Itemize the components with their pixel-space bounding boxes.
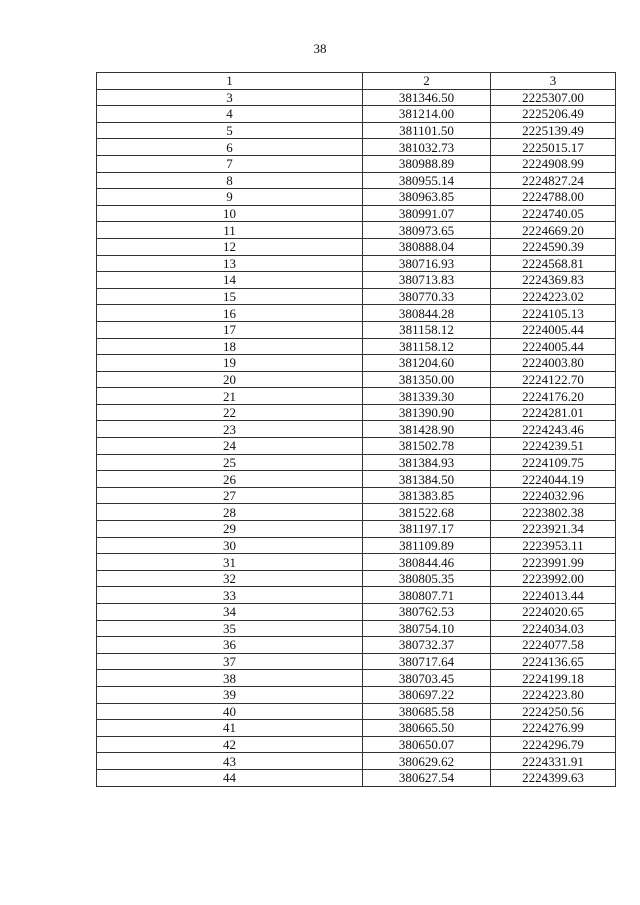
- y-coordinate-cell: 2223953.11: [491, 537, 616, 554]
- x-coordinate-cell: 381032.73: [363, 139, 491, 156]
- x-coordinate-cell: 380762.53: [363, 604, 491, 621]
- x-coordinate-cell: 381522.68: [363, 504, 491, 521]
- x-coordinate-cell: 381204.60: [363, 355, 491, 372]
- table-row: [97, 288, 616, 305]
- x-coordinate-cell: 380770.33: [363, 288, 491, 305]
- table-row: [97, 587, 616, 604]
- point-number-cell: 8: [97, 172, 363, 189]
- point-number-cell: 43: [97, 753, 363, 770]
- table-row: [97, 388, 616, 405]
- x-coordinate-cell: 381339.30: [363, 388, 491, 405]
- point-number-cell: 41: [97, 720, 363, 737]
- point-number-cell: 11: [97, 222, 363, 239]
- point-number-cell: 38: [97, 670, 363, 687]
- table-row: [97, 570, 616, 587]
- point-number-cell: 16: [97, 305, 363, 322]
- y-coordinate-cell: 2224199.18: [491, 670, 616, 687]
- y-coordinate-cell: 2223992.00: [491, 570, 616, 587]
- table-row: [97, 321, 616, 338]
- y-coordinate-cell: 2224669.20: [491, 222, 616, 239]
- y-coordinate-cell: 2224788.00: [491, 189, 616, 206]
- point-number-cell: 27: [97, 487, 363, 504]
- x-coordinate-cell: 380717.64: [363, 653, 491, 670]
- table-row: [97, 106, 616, 123]
- x-coordinate-cell: 381346.50: [363, 89, 491, 106]
- table-row: [97, 504, 616, 521]
- table-row: [97, 172, 616, 189]
- y-coordinate-cell: 2224044.19: [491, 471, 616, 488]
- table-row: [97, 637, 616, 654]
- x-coordinate-cell: 380697.22: [363, 686, 491, 703]
- table-row: [97, 703, 616, 720]
- x-coordinate-cell: 380650.07: [363, 736, 491, 753]
- table-row: [97, 89, 616, 106]
- y-coordinate-cell: 2224176.20: [491, 388, 616, 405]
- x-coordinate-cell: 380703.45: [363, 670, 491, 687]
- y-coordinate-cell: 2225206.49: [491, 106, 616, 123]
- table-row: [97, 521, 616, 538]
- y-coordinate-cell: 2224020.65: [491, 604, 616, 621]
- table-row: [97, 338, 616, 355]
- table-row: [97, 371, 616, 388]
- x-coordinate-cell: 381158.12: [363, 338, 491, 355]
- point-number-cell: 21: [97, 388, 363, 405]
- point-number-cell: 13: [97, 255, 363, 272]
- y-coordinate-cell: 2224109.75: [491, 454, 616, 471]
- x-coordinate-cell: 381428.90: [363, 421, 491, 438]
- x-coordinate-cell: 380955.14: [363, 172, 491, 189]
- y-coordinate-cell: 2224013.44: [491, 587, 616, 604]
- x-coordinate-cell: 381502.78: [363, 438, 491, 455]
- y-coordinate-cell: 2224032.96: [491, 487, 616, 504]
- point-number-cell: 22: [97, 404, 363, 421]
- point-number-cell: 25: [97, 454, 363, 471]
- table-row: [97, 404, 616, 421]
- table-row: [97, 620, 616, 637]
- point-number-cell: 9: [97, 189, 363, 206]
- point-number-cell: 23: [97, 421, 363, 438]
- table-row: [97, 604, 616, 621]
- y-coordinate-cell: 2224005.44: [491, 321, 616, 338]
- y-coordinate-cell: 2224077.58: [491, 637, 616, 654]
- x-coordinate-cell: 380973.65: [363, 222, 491, 239]
- x-coordinate-cell: 380805.35: [363, 570, 491, 587]
- point-number-cell: 24: [97, 438, 363, 455]
- x-coordinate-cell: 381350.00: [363, 371, 491, 388]
- y-coordinate-cell: 2224250.56: [491, 703, 616, 720]
- point-number-cell: 7: [97, 155, 363, 172]
- x-coordinate-cell: 380685.58: [363, 703, 491, 720]
- point-number-cell: 14: [97, 272, 363, 289]
- y-coordinate-cell: 2224003.80: [491, 355, 616, 372]
- point-number-cell: 31: [97, 554, 363, 571]
- y-coordinate-cell: 2224331.91: [491, 753, 616, 770]
- table-row: [97, 769, 616, 786]
- table-row: [97, 720, 616, 737]
- y-coordinate-cell: 2224590.39: [491, 238, 616, 255]
- x-coordinate-cell: 381384.93: [363, 454, 491, 471]
- x-coordinate-cell: 381390.90: [363, 404, 491, 421]
- header-row: [97, 73, 616, 90]
- x-coordinate-cell: 381197.17: [363, 521, 491, 538]
- table-body: [97, 89, 616, 786]
- table-row: [97, 736, 616, 753]
- table-row: [97, 471, 616, 488]
- point-number-cell: 4: [97, 106, 363, 123]
- point-number-cell: 19: [97, 355, 363, 372]
- y-coordinate-cell: 2224223.02: [491, 288, 616, 305]
- point-number-cell: 42: [97, 736, 363, 753]
- point-number-cell: 44: [97, 769, 363, 786]
- x-coordinate-cell: 381384.50: [363, 471, 491, 488]
- point-number-cell: 37: [97, 653, 363, 670]
- table-row: [97, 205, 616, 222]
- y-coordinate-cell: 2224243.46: [491, 421, 616, 438]
- x-coordinate-cell: 380716.93: [363, 255, 491, 272]
- table-row: [97, 421, 616, 438]
- table-row: [97, 189, 616, 206]
- x-coordinate-cell: 380713.83: [363, 272, 491, 289]
- header-cell-x-coordinate: 2: [363, 73, 491, 90]
- y-coordinate-cell: 2224740.05: [491, 205, 616, 222]
- x-coordinate-cell: 380844.28: [363, 305, 491, 322]
- table-row: [97, 238, 616, 255]
- table-row: [97, 537, 616, 554]
- table-row: [97, 222, 616, 239]
- y-coordinate-cell: 2225139.49: [491, 122, 616, 139]
- x-coordinate-cell: 380807.71: [363, 587, 491, 604]
- y-coordinate-cell: 2224223.80: [491, 686, 616, 703]
- table-row: [97, 670, 616, 687]
- x-coordinate-cell: 380888.04: [363, 238, 491, 255]
- point-number-cell: 20: [97, 371, 363, 388]
- x-coordinate-cell: 380754.10: [363, 620, 491, 637]
- y-coordinate-cell: 2224276.99: [491, 720, 616, 737]
- y-coordinate-cell: 2224034.03: [491, 620, 616, 637]
- table-row: [97, 554, 616, 571]
- point-number-cell: 29: [97, 521, 363, 538]
- y-coordinate-cell: 2224827.24: [491, 172, 616, 189]
- point-number-cell: 40: [97, 703, 363, 720]
- point-number-cell: 36: [97, 637, 363, 654]
- point-number-cell: 39: [97, 686, 363, 703]
- y-coordinate-cell: 2223921.34: [491, 521, 616, 538]
- x-coordinate-cell: 381109.89: [363, 537, 491, 554]
- point-number-cell: 3: [97, 89, 363, 106]
- table-row: [97, 122, 616, 139]
- y-coordinate-cell: 2224369.83: [491, 272, 616, 289]
- x-coordinate-cell: 381214.00: [363, 106, 491, 123]
- y-coordinate-cell: 2224105.13: [491, 305, 616, 322]
- table-row: [97, 454, 616, 471]
- table-row: [97, 272, 616, 289]
- header-cell-point-number: 1: [97, 73, 363, 90]
- point-number-cell: 28: [97, 504, 363, 521]
- table-row: [97, 305, 616, 322]
- table-row: [97, 255, 616, 272]
- y-coordinate-cell: 2224399.63: [491, 769, 616, 786]
- x-coordinate-cell: 380963.85: [363, 189, 491, 206]
- y-coordinate-cell: 2223991.99: [491, 554, 616, 571]
- x-coordinate-cell: 380665.50: [363, 720, 491, 737]
- point-number-cell: 34: [97, 604, 363, 621]
- table-header: [97, 73, 616, 90]
- point-number-cell: 35: [97, 620, 363, 637]
- point-number-cell: 32: [97, 570, 363, 587]
- y-coordinate-cell: 2224122.70: [491, 371, 616, 388]
- point-number-cell: 6: [97, 139, 363, 156]
- x-coordinate-cell: 380629.62: [363, 753, 491, 770]
- coordinates-table: [96, 72, 616, 787]
- table-row: [97, 155, 616, 172]
- table-row: [97, 753, 616, 770]
- point-number-cell: 33: [97, 587, 363, 604]
- table-row: [97, 355, 616, 372]
- header-cell-y-coordinate: 3: [491, 73, 616, 90]
- x-coordinate-cell: 380732.37: [363, 637, 491, 654]
- table-row: [97, 438, 616, 455]
- y-coordinate-cell: 2224296.79: [491, 736, 616, 753]
- y-coordinate-cell: 2224136.65: [491, 653, 616, 670]
- point-number-cell: 30: [97, 537, 363, 554]
- y-coordinate-cell: 2223802.38: [491, 504, 616, 521]
- y-coordinate-cell: 2224281.01: [491, 404, 616, 421]
- table-row: [97, 487, 616, 504]
- x-coordinate-cell: 380991.07: [363, 205, 491, 222]
- x-coordinate-cell: 380627.54: [363, 769, 491, 786]
- x-coordinate-cell: 381383.85: [363, 487, 491, 504]
- table-row: [97, 653, 616, 670]
- point-number-cell: 17: [97, 321, 363, 338]
- y-coordinate-cell: 2224908.99: [491, 155, 616, 172]
- point-number-cell: 18: [97, 338, 363, 355]
- table-row: [97, 139, 616, 156]
- y-coordinate-cell: 2224568.81: [491, 255, 616, 272]
- point-number-cell: 12: [97, 238, 363, 255]
- x-coordinate-cell: 381158.12: [363, 321, 491, 338]
- y-coordinate-cell: 2224005.44: [491, 338, 616, 355]
- point-number-cell: 10: [97, 205, 363, 222]
- table-row: [97, 686, 616, 703]
- y-coordinate-cell: 2225307.00: [491, 89, 616, 106]
- x-coordinate-cell: 381101.50: [363, 122, 491, 139]
- x-coordinate-cell: 380844.46: [363, 554, 491, 571]
- point-number-cell: 15: [97, 288, 363, 305]
- page-number: 38: [313, 41, 327, 56]
- point-number-cell: 26: [97, 471, 363, 488]
- y-coordinate-cell: 2224239.51: [491, 438, 616, 455]
- x-coordinate-cell: 380988.89: [363, 155, 491, 172]
- y-coordinate-cell: 2225015.17: [491, 139, 616, 156]
- point-number-cell: 5: [97, 122, 363, 139]
